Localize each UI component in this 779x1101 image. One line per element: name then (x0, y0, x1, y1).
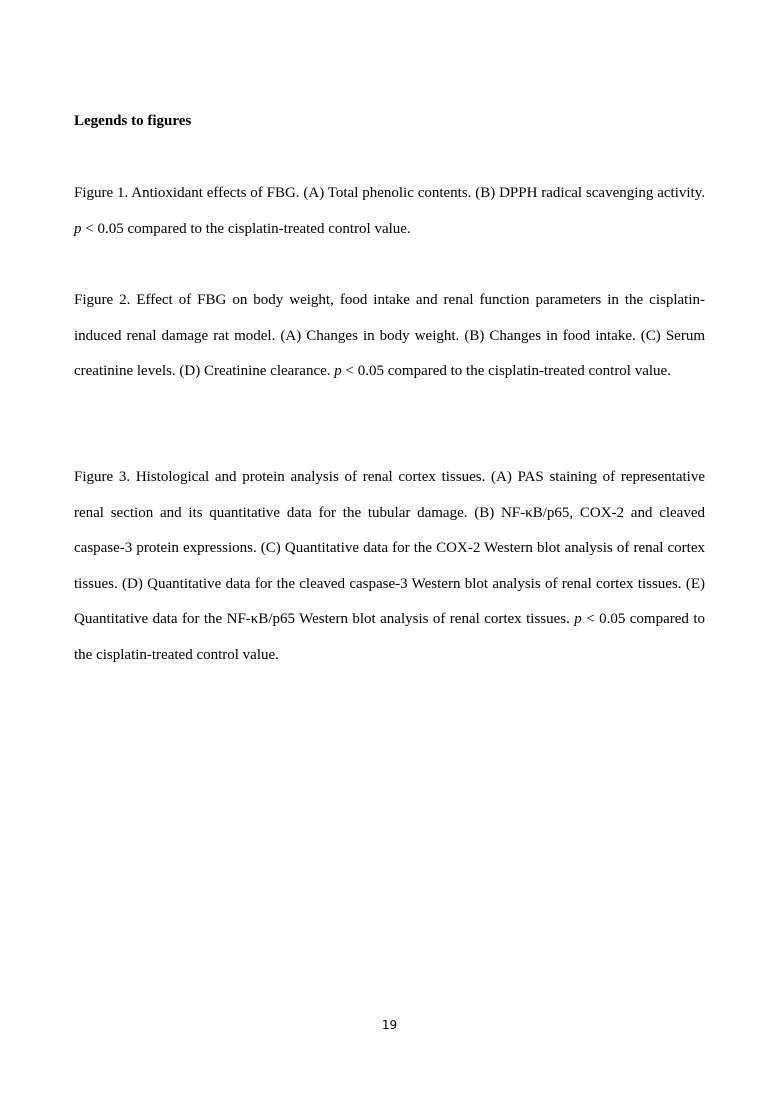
figure-2-legend (74, 283, 705, 390)
legend-text: < 0.05 compared to the cisplatin-treated control value. (74, 611, 706, 663)
legend-text: Figure 1. Antioxidant effects of FBG. (A) Total phenolic contents. (B) DPPH radical scavenging activity. (74, 185, 705, 201)
legend-text: < 0.05 compared to the cisplatin-treated control value. (341, 363, 671, 379)
legend-text: Figure 2. Effect of FBG on body weight, food intake and renal function parameters in the cisplatin-induced renal damage rat model. (A) Changes in body weight. (B) Changes in food intake. (C) Serum creatinine levels. (D) Creatinine clearance. (74, 292, 705, 379)
figure-1-legend (74, 176, 705, 247)
p-value-symbol: p (74, 220, 82, 237)
p-value-symbol: p (574, 611, 582, 627)
legend-text: Figure 3. Histological and protein analysis of renal cortex tissues. (A) PAS staining of representative renal section and its quantitative data for the tubular damage. (B) NF-κB/p65, COX-2 and cleaved caspase-3 protein expressions. (C) Quantitative data for the COX-2 Western blot analysis of renal cortex tissues. (D) Quantitative data for the cleaved caspase-3 Western blot analysis of renal cortex tissues. (E) Quantitative data for the NF-κB/p65 Western blot analysis of renal cortex tissues. (74, 469, 705, 627)
p-value-symbol: p (334, 363, 342, 379)
figure-3-legend (74, 460, 705, 673)
legend-text: < 0.05 compared to the cisplatin-treated control value. (81, 220, 411, 237)
page-number: 19 (381, 1018, 398, 1032)
section-heading: Legends to figures (74, 113, 192, 129)
